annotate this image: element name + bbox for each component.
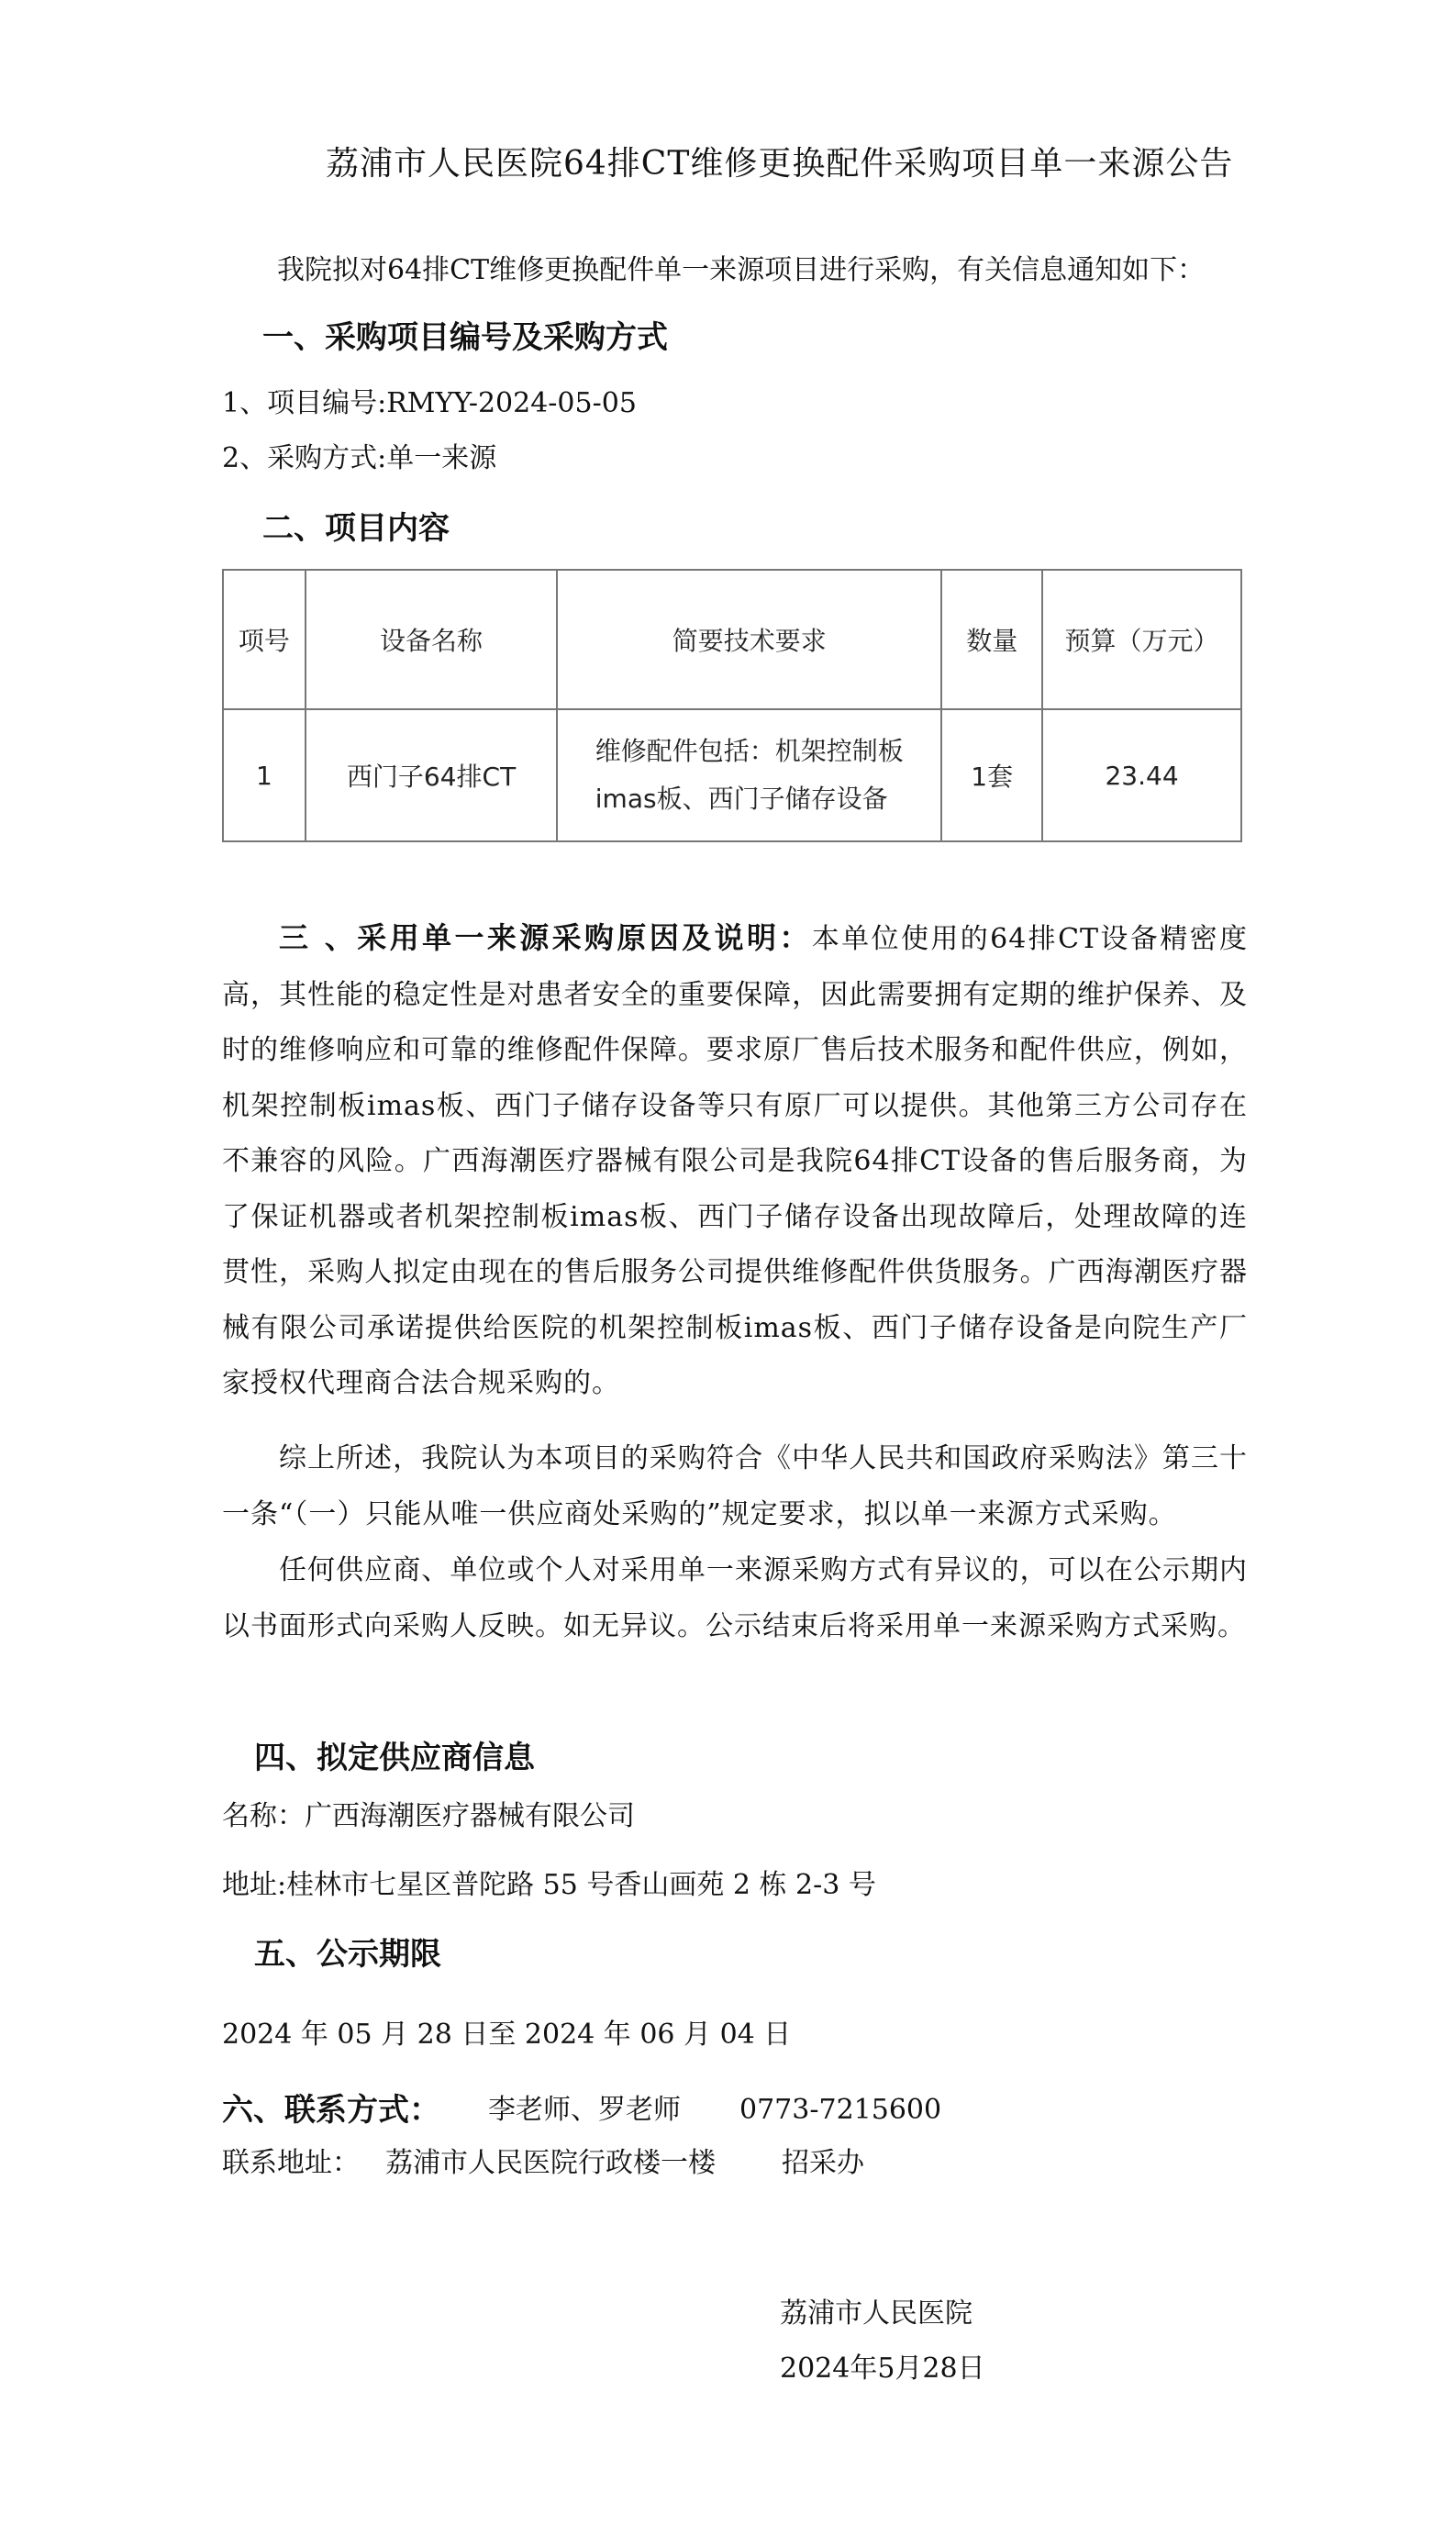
section6-heading: 六、联系方式：	[222, 2092, 440, 2129]
table-row	[223, 709, 1241, 841]
item-number-cell: 1	[223, 709, 306, 841]
supplier-address: 地址:桂林市七星区普陀路 55 号香山画苑 2 栋 2-3 号	[222, 1869, 876, 1901]
tech-spec-cell	[557, 709, 941, 841]
tech-spec-line: 维修配件包括：机架控制板	[595, 736, 904, 766]
equipment-name-cell: 西门子64排CT	[306, 709, 557, 841]
table-header-row	[223, 570, 1241, 709]
signature-org: 荔浦市人民医院	[780, 2297, 973, 2330]
objection-paragraph: 任何供应商、单位或个人对采用单一来源采购方式有异议的，可以在公示期内以书面形式向采购人反映。如无异议。公示结束后将采用单一来源采购方式采购。	[222, 1554, 1248, 1642]
table-header-cell: 数量	[941, 570, 1042, 709]
section2-heading: 二、项目内容	[262, 510, 450, 547]
procurement-method: 2、采购方式:单一来源	[222, 442, 497, 474]
table-header-cell: 预算（万元）	[1042, 570, 1241, 709]
section5-heading: 五、公示期限	[254, 1936, 441, 1973]
budget-cell: 23.44	[1042, 709, 1241, 841]
document-title: 荔浦市人民医院64排CT维修更换配件采购项目单一来源公告	[326, 145, 1234, 183]
contact-address: 荔浦市人民医院行政楼一楼	[385, 2147, 716, 2179]
conclusion-paragraph: 综上所述，我院认为本项目的采购符合《中华人民共和国政府采购法》第三十一条“（一）只能从唯一供应商处采购的”规定要求，拟以单一来源方式采购。	[222, 1442, 1248, 1530]
items-table	[222, 569, 1242, 842]
contact-phone: 0773-7215600	[739, 2094, 942, 2126]
table-header-cell: 项号	[223, 570, 306, 709]
section3-paragraph	[222, 910, 1248, 1412]
signature-date: 2024年5月28日	[780, 2353, 985, 2385]
section3-body: 本单位使用的64排CT设备精密度高，其性能的稳定性是对患者安全的重要保障，因此需要拥有定期的维护保养、及时的维修响应和可靠的维修配件保障。要求原厂售后技术服务和配件供应，例如，机架控制板imas板、西门子储存设备等只有原厂可以提供。其他第三方公司存在不兼容的风险。广西海潮医疗器械有限公司是我院64排CT设备的售后服务商，为了保证机器或者机架控制板imas板、西门子储存设备出现故障后，处理故障的连贯性，采购人拟定由现在的售后服务公司提供维修配件供货服务。广西海潮医疗器械有限公司承诺提供给医院的机架控制板imas板、西门子储存设备是向院生产厂家授权代理商合法合规采购的。	[222, 923, 1248, 1399]
tech-spec-line: imas板、西门子储存设备	[595, 784, 888, 814]
project-number: 1、项目编号:RMYY-2024-05-05	[222, 387, 637, 419]
notice-period: 2024 年 05 月 28 日至 2024 年 06 月 04 日	[222, 2019, 792, 2051]
section4-heading: 四、拟定供应商信息	[254, 1740, 535, 1776]
contact-address-label: 联系地址：	[222, 2147, 360, 2179]
intro-text: 我院拟对64排CT维修更换配件单一来源项目进行采购，有关信息通知如下：	[277, 254, 1206, 286]
section3-heading: 三 、采用单一来源采购原因及说明：	[279, 920, 812, 955]
table-header-cell: 简要技术要求	[557, 570, 941, 709]
quantity-cell: 1套	[941, 709, 1042, 841]
contact-office: 招采办	[782, 2147, 864, 2179]
table-header-cell: 设备名称	[306, 570, 557, 709]
section1-heading: 一、采购项目编号及采购方式	[262, 319, 668, 356]
contact-persons: 李老师、罗老师	[488, 2094, 681, 2126]
supplier-name: 名称：广西海潮医疗器械有限公司	[222, 1800, 635, 1832]
